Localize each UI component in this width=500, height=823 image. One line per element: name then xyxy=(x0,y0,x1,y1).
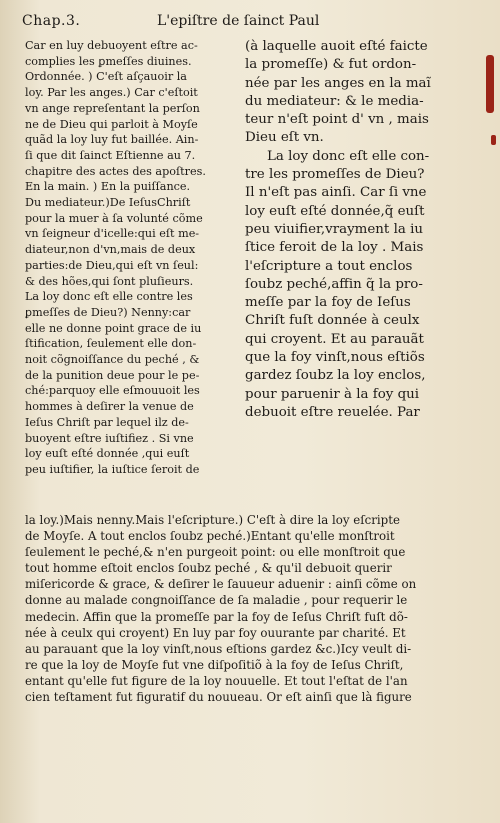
scripture-line: née par les anges en la maĩ xyxy=(245,75,431,91)
scripture-line: loy euſt eſté donnée,q̃ euſt xyxy=(245,203,425,219)
commentary-line: medecin. Affin que la promeſſe par la foy de Ieſus Chriſt fuſt dõ- xyxy=(25,609,408,624)
commentary-line: Du mediateur.)De IeſusChriſt xyxy=(25,196,191,210)
commentary-line: Ieſus Chriſt par lequel ilz de- xyxy=(25,415,189,429)
scripture-line: ſtice feroit de la loy . Mais xyxy=(245,240,424,256)
scripture-line: du mediateur: & le media- xyxy=(245,93,424,109)
commentary-line: la loy.)Mais nenny.Mais l'eſcripture.) C'eſt à dire la loy eſcripte xyxy=(25,513,400,527)
commentary-line: quãd la loy luy fut baillée. Ain- xyxy=(25,133,199,147)
commentary-line: parties:de Dieu,qui eſt vn ſeul: xyxy=(25,258,199,272)
scripture-column-right xyxy=(245,38,473,478)
scripture-line: qui croyent. Et au parauãt xyxy=(245,331,424,347)
commentary-line: loy. Par les anges.) Car c'eſtoit xyxy=(25,86,198,100)
chapter-label: Chap.3. xyxy=(22,13,81,29)
commentary-line: pour la muer à ſa volunté cõme xyxy=(25,211,203,225)
scripture-line: tre les promeſſes de Dieu? xyxy=(245,167,425,183)
commentary-line: En la main. ) En la puiſſance. xyxy=(25,180,191,194)
commentary-line: vn ſeigneur d'icelle:qui eſt me- xyxy=(25,227,200,241)
scripture-line: l'eſcripture a tout enclos xyxy=(245,258,413,274)
commentary-line: complies les ꝑmeſſes diuines. xyxy=(25,54,192,68)
commentary-line: hommes à deſirer la venue de xyxy=(25,400,194,414)
commentary-line: ſeulement le peché,& n'en purgeoit point: ou elle monſtroit que xyxy=(25,545,406,560)
commentary-line: de la punition deue pour le pe- xyxy=(25,368,200,382)
scripture-line: meſſe par la foy de Ieſus xyxy=(245,295,411,311)
running-header xyxy=(22,8,470,34)
commentary-line: diateur,non d'vn,mais de deux xyxy=(25,243,196,257)
scripture-line: (à laquelle auoit eſté faicte xyxy=(245,39,428,54)
commentary-line: ꝑmeſſes de Dieu?) Nenny:car xyxy=(25,305,191,319)
commentary-line: Ordonnée. ) C'eſt aſçauoir la xyxy=(25,70,187,84)
commentary-line: & des hões,qui ſont pluſieurs. xyxy=(25,274,194,288)
commentary-line: La loy donc eſt elle contre les xyxy=(25,290,193,304)
scripture-line: debuoit eſtre reuelée. Par xyxy=(245,404,420,420)
commentary-line: peu iuſtifier, la iuſtice ſeroit de xyxy=(25,462,200,476)
commentary-line: elle ne donne point grace de iu xyxy=(25,321,202,335)
commentary-line: vn ange repreſentant la perſon xyxy=(25,101,200,115)
scripture-line: teur n'eſt point d' vn , mais xyxy=(245,112,429,128)
commentary-line: ſi que dit ſainct Eſtienne au 7. xyxy=(25,148,196,162)
commentary-line: miſericorde & grace, & deſirer le ſauueur aduenir : ainſi cõme on xyxy=(25,577,417,592)
scripture-line: Il n'eſt pas ainſi. Car ſi vne xyxy=(245,185,427,201)
scripture-line: peu viuifier,vrayment la iu xyxy=(245,221,424,237)
commentary-line: au parauant que la loy vinſt,nous eſtions gardez &c.)Icy veult di- xyxy=(25,641,412,656)
red-margin-mark xyxy=(491,135,496,145)
commentary-line: de Moyſe. A tout enclos ſoubz peché.)Entant qu'elle monſtroit xyxy=(25,529,395,544)
scripture-line: la promeſſe) & fut ordon- xyxy=(245,57,417,73)
commentary-line: loy euſt eſté donnée ,qui euſt xyxy=(25,447,190,461)
scripture-line: ſoubz peché,affin q̃ la pro- xyxy=(245,276,423,292)
commentary-continuation xyxy=(25,512,475,722)
commentary-column-left xyxy=(25,38,233,508)
commentary-line: noit cõgnoiſſance du peché , & xyxy=(25,353,200,367)
commentary-line: cien teſtament fut figuratif du nouueau. Or eſt ainſi que là figure xyxy=(25,690,412,705)
commentary-line: ché:parquoy elle eſmouuoit les xyxy=(25,384,200,398)
scripture-line: Chriſt fuſt donnée à ceulx xyxy=(245,313,420,329)
scripture-line: Dieu eſt vn. xyxy=(245,130,324,146)
commentary-line: ſtification, ſeulement elle don- xyxy=(25,337,197,351)
commentary-line: tout homme eſtoit enclos ſoubz peché , & qu'il debuoit querir xyxy=(25,561,392,576)
scripture-line: pour paruenir à la foy qui xyxy=(245,386,420,402)
running-title: L'epiſtre de ſainct Paul xyxy=(157,13,320,29)
commentary-line: donne au malade congnoiſſance de ſa maladie , pour requerir le xyxy=(25,593,408,608)
commentary-line: Car en luy debuoyent eſtre ac- xyxy=(25,39,198,52)
commentary-line: entant qu'elle fut figure de la loy nouuelle. Et tout l'eſtat de l'an xyxy=(25,673,408,688)
commentary-line: re que la loy de Moyſe fut vne diſpoſitiõ à la foy de Ieſus Chriſt, xyxy=(25,657,404,672)
commentary-line: née à ceulx qui croyent) En luy par foy ouurante par charité. Et xyxy=(25,625,406,640)
red-margin-mark xyxy=(486,55,494,113)
commentary-line: chapitre des actes des apoſtres. xyxy=(25,164,206,178)
scripture-line: que la foy vinſt,nous eſtiõs xyxy=(245,350,425,366)
commentary-line: ne de Dieu qui parloit à Moyſe xyxy=(25,117,198,131)
scripture-line: La loy donc eſt elle con- xyxy=(267,148,430,164)
commentary-line: buoyent eſtre iuſtifiez . Si vne xyxy=(25,431,194,445)
scripture-line: gardez ſoubz la loy enclos, xyxy=(245,368,426,384)
